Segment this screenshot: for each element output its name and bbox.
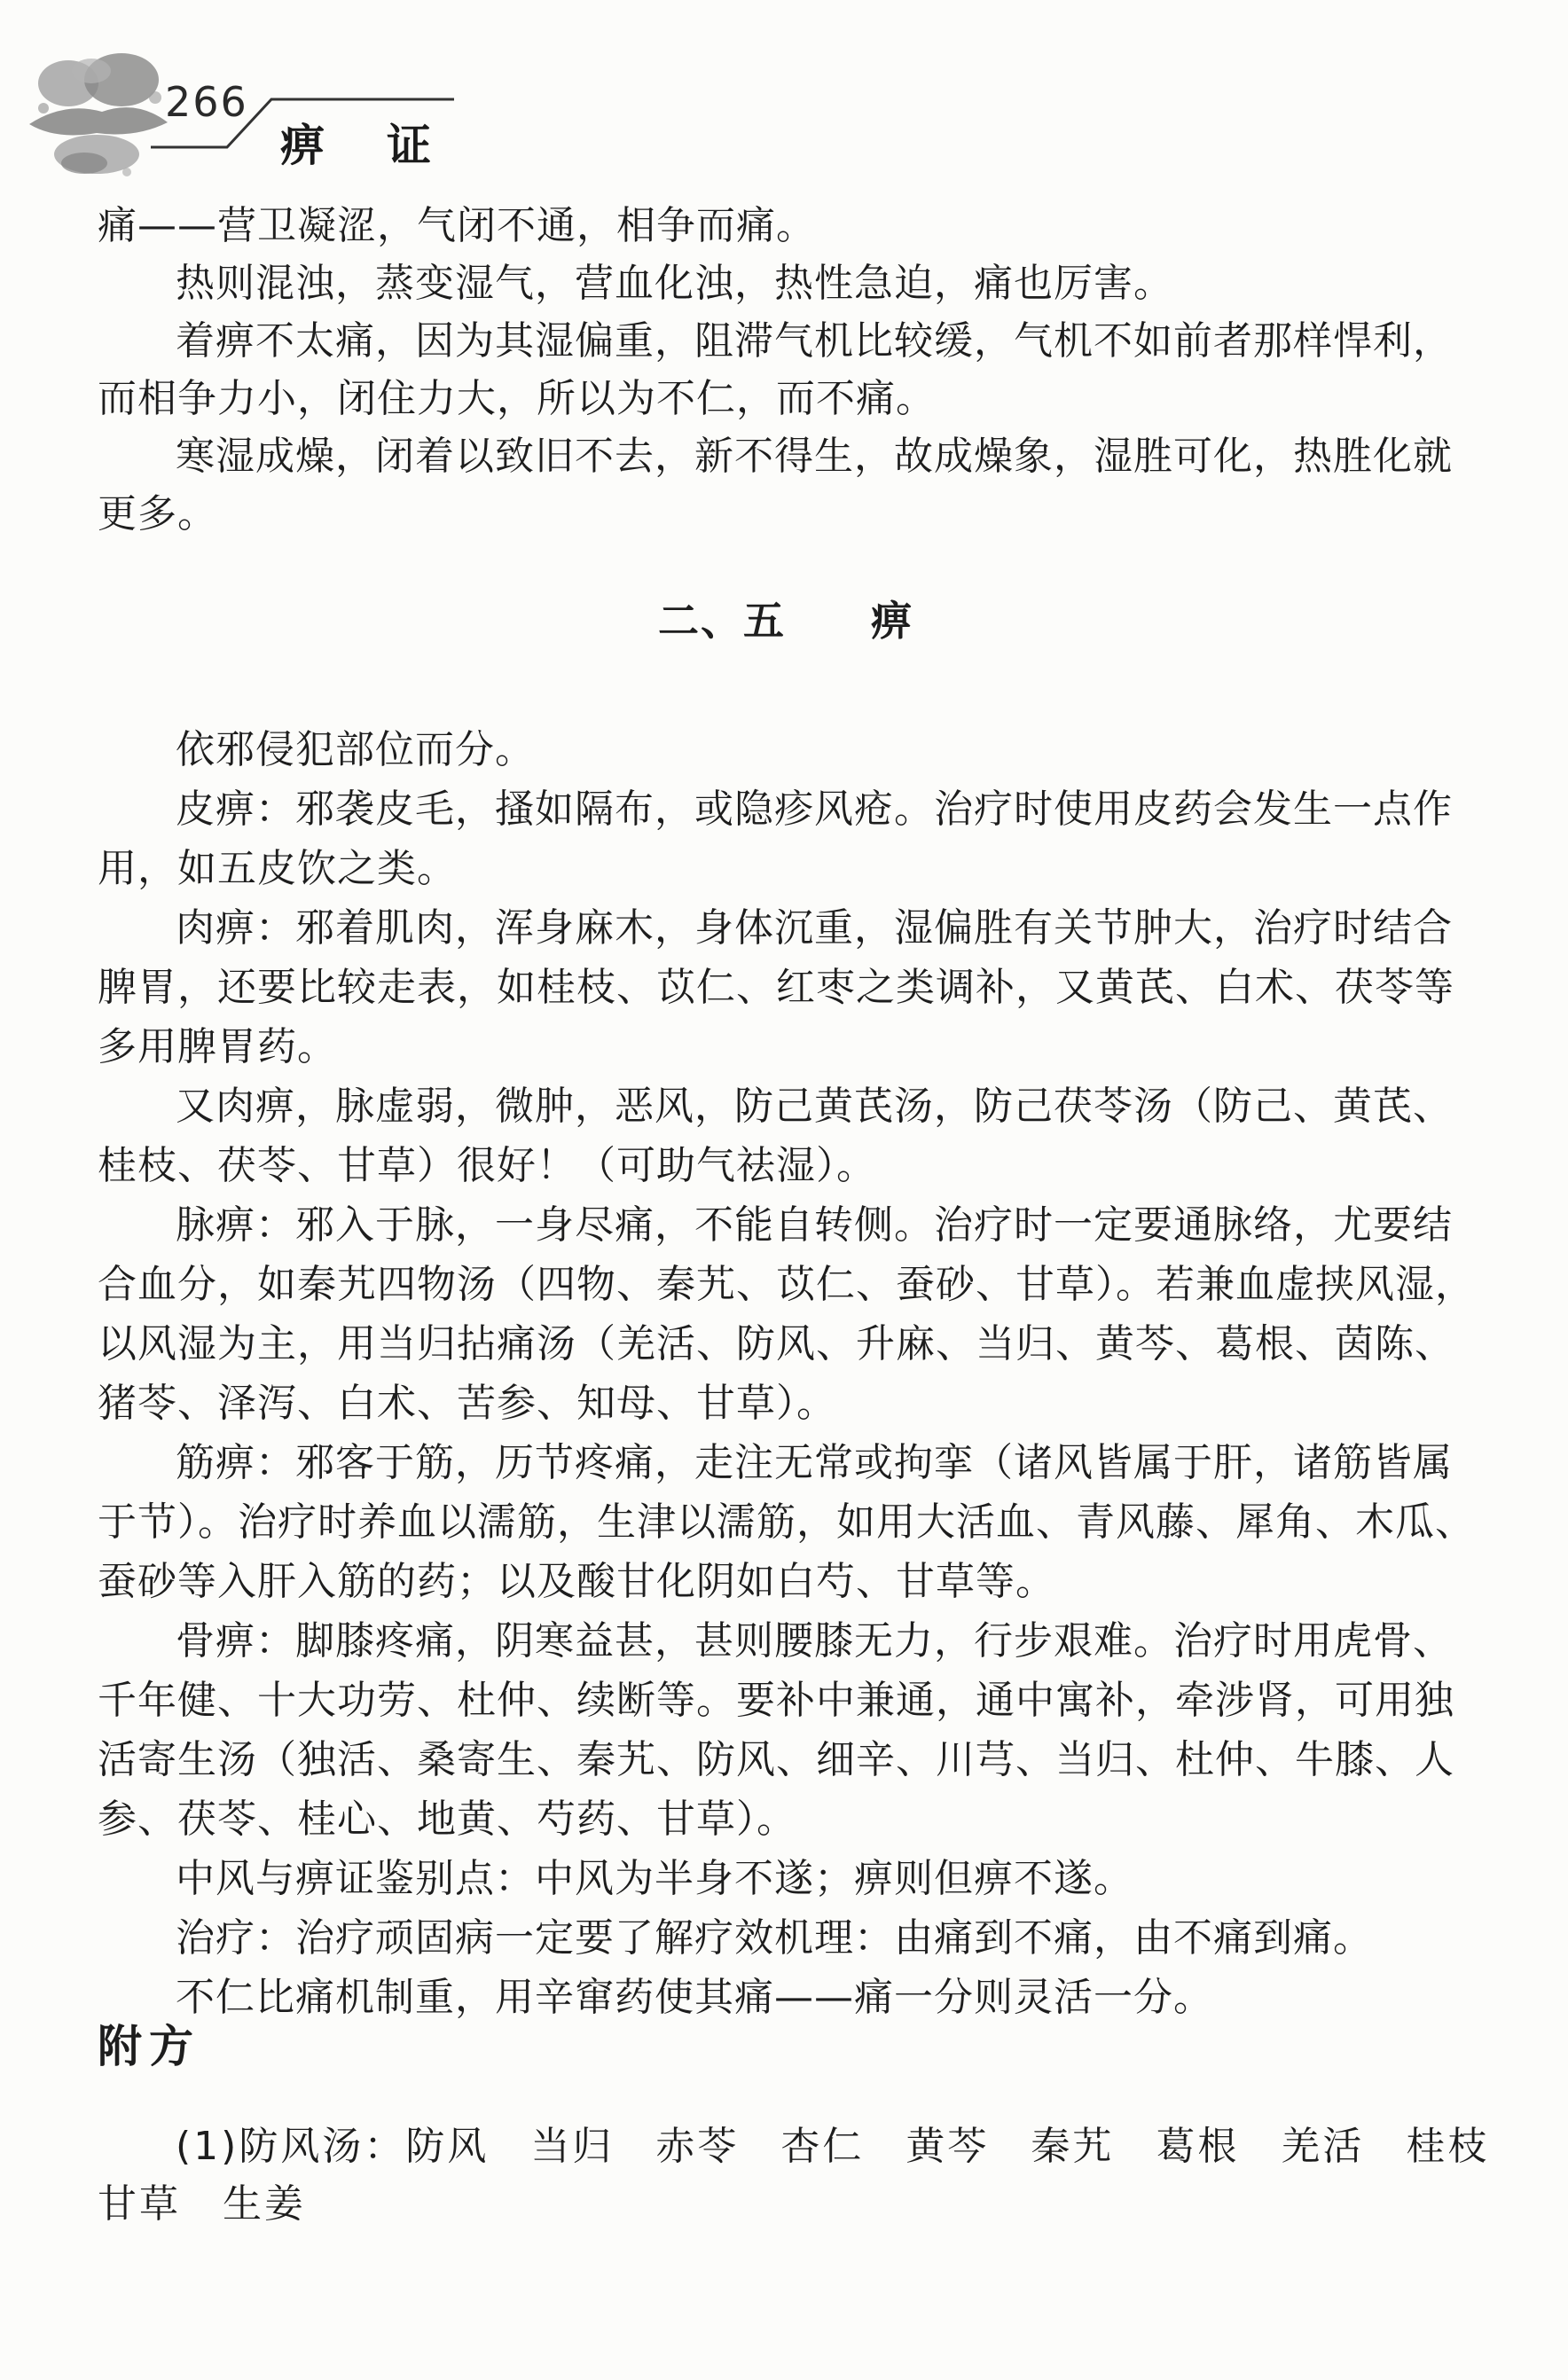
text-line: 以风湿为主，用当归拈痛汤（羌活、防风、升麻、当归、黄芩、葛根、茵陈、: [98, 1321, 1454, 1366]
section-heading: 二、五 痹: [658, 597, 913, 645]
text-line: 骨痹：脚膝疼痛，阴寒益甚，甚则腰膝无力，行步艰难。治疗时用虎骨、: [176, 1618, 1453, 1664]
text-line: 筋痹：邪客于筋，历节疼痛，走注无常或拘挛（诸风皆属于肝，诸筋皆属: [176, 1440, 1453, 1485]
paragraph-block: [98, 197, 1474, 543]
text-line: 中风与痹证鉴别点：中风为半身不遂；痹则但痹不遂。: [176, 1856, 1133, 1901]
text-line: 治疗：治疗顽固病一定要了解疗效机理：由痛到不痛，由不痛到痛。: [176, 1915, 1373, 1961]
text-line: 不仁比痛机制重，用辛窜药使其痛——痛一分则灵活一分。: [176, 1975, 1213, 2020]
text-line: 着痹不太痛，因为其湿偏重，阻滞气机比较缓，气机不如前者那样悍利，: [176, 318, 1453, 364]
text-line: 甘草 生姜: [98, 2181, 306, 2227]
text-line: 又肉痹，脉虚弱，微肿，恶风，防己黄芪汤，防己茯苓汤（防己、黄芪、: [176, 1084, 1453, 1129]
text-line: 脾胃，还要比较走表，如桂枝、苡仁、红枣之类调补，又黄芪、白术、茯苓等: [98, 965, 1454, 1010]
text-line: 寒湿成燥，闭着以致旧不去，新不得生，故成燥象，湿胜可化，热胜化就: [176, 434, 1453, 479]
text-line: 于节）。治疗时养血以濡筋，生津以濡筋，如用大活血、青风藤、犀角、木瓜、: [98, 1499, 1475, 1545]
text-line: 活寄生汤（独活、桑寄生、秦艽、防风、细辛、川芎、当归、杜仲、牛膝、人: [98, 1737, 1454, 1782]
chapter-title: 痹 证: [280, 120, 440, 171]
text-line: 千年健、十大功劳、杜仲、续断等。要补中兼通，通中寓补，牵涉肾，可用独: [98, 1678, 1454, 1723]
page-number: 266: [165, 78, 248, 126]
text-line: 依邪侵犯部位而分。: [176, 727, 535, 772]
appendix-heading: 附方: [98, 2021, 200, 2072]
text-line: 多用脾胃药。: [98, 1024, 337, 1069]
paragraph-block: [98, 720, 1474, 2027]
text-line: 用，如五皮饮之类。: [98, 846, 457, 891]
text-line: 合血分，如秦艽四物汤（四物、秦艽、苡仁、蚕砂、甘草）。若兼血虚挟风湿，: [98, 1262, 1475, 1307]
text-line: 而相争力小，闭住力大，所以为不仁，而不痛。: [98, 376, 936, 421]
text-line: 热则混浊，蒸变湿气，营血化浊，热性急迫，痛也厉害。: [176, 261, 1173, 306]
text-line: 肉痹：邪着肌肉，浑身麻木，身体沉重，湿偏胜有关节肿大，治疗时结合: [176, 905, 1453, 951]
text-line: 猪苓、泽泻、白术、苦参、知母、甘草）。: [98, 1381, 836, 1426]
paragraph-block: [98, 2118, 1490, 2233]
text-line: 更多。: [98, 491, 217, 536]
text-line: 参、茯苓、桂心、地黄、芍药、甘草）。: [98, 1797, 796, 1842]
text-line: 桂枝、茯苓、甘草）很好！（可助气祛湿）。: [98, 1143, 876, 1188]
text-line: 皮痹：邪袭皮毛，搔如隔布，或隐疹风疮。治疗时使用皮药会发生一点作: [176, 787, 1453, 832]
text-line: 痛——营卫凝涩，气闭不通，相争而痛。: [98, 203, 816, 248]
text-line: (1)防风汤：防风 当归 赤苓 杏仁 黄芩 秦艽 葛根 羌活 桂枝: [176, 2124, 1490, 2169]
text-line: 蚕砂等入肝入筋的药；以及酸甘化阴如白芍、甘草等。: [98, 1559, 1055, 1604]
text-line: 脉痹：邪入于脉，一身尽痛，不能自转侧。治疗时一定要通脉络，尤要结: [176, 1202, 1453, 1248]
